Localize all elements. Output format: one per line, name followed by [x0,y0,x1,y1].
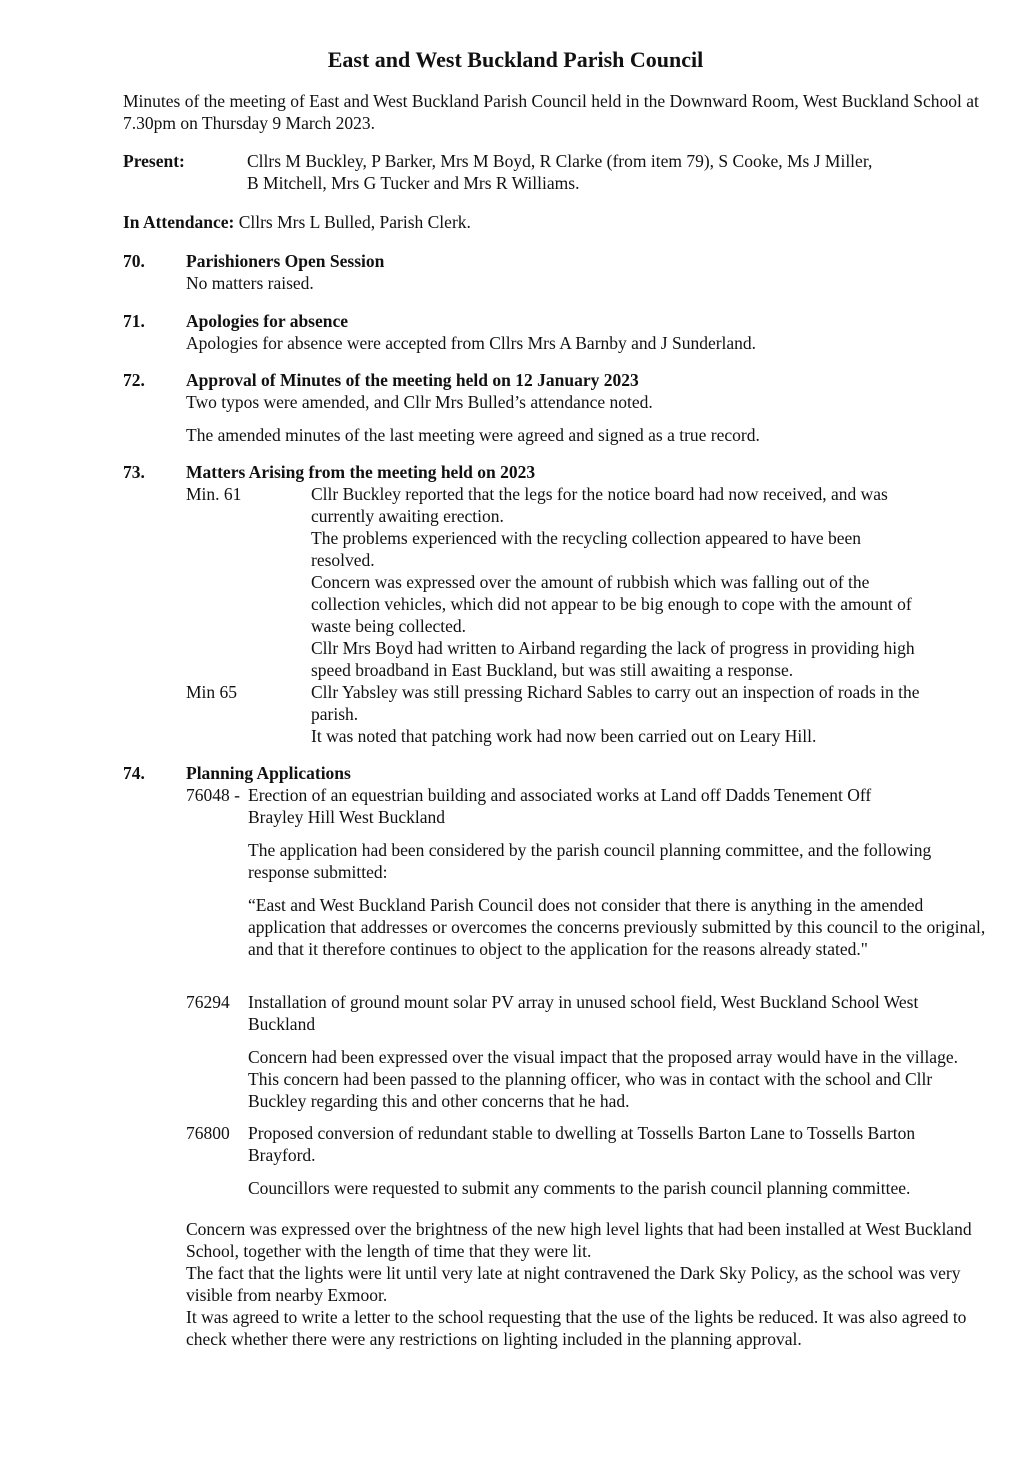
present-label: Present: [123,151,185,171]
item-71-heading: Apologies for absence [186,311,349,331]
application-2 [248,991,1008,1112]
application-3-title-line: Proposed conversion of redundant stable to dwelling at Tossells Barton Lane to Tossells Barton [248,1123,916,1143]
application-3-ref: 76800 [186,1123,230,1143]
item-74-number: 74. [123,763,145,783]
present-line-1: Cllrs M Buckley, P Barker, Mrs M Boyd, R Clarke (from item 79), S Cooke, Ms J Miller, [247,151,873,171]
min-61-line: Cllr Mrs Boyd had written to Airband regarding the lack of progress in providing high [311,638,915,658]
page-title: East and West Buckland Parish Council [327,47,704,72]
item-73-number: 73. [123,462,145,482]
item-73-heading: Matters Arising from the meeting held on 2023 [186,462,536,482]
application-1-title-line: Erection of an equestrian building and associated works at Land off Dadds Tenement Off [248,785,872,805]
lighting-paragraph: Concern was expressed over the brightness of the new high level lights that had been installed at West Buckland School, together with the length of time that they were lit. [186,1219,972,1261]
min-61-line: Concern was expressed over the amount of rubbish which was falling out of the [311,572,870,592]
lighting-paragraph: The fact that the lights were lit until very late at night contravened the Dark Sky Policy, as the school was very visible from nearby Exmoor. [186,1263,961,1305]
item-70-heading: Parishioners Open Session [186,251,385,271]
min-61-line: Cllr Buckley reported that the legs for the notice board had now received, and was [311,484,888,504]
application-2-title-line: Buckland [248,1014,316,1034]
item-71 [186,310,986,354]
item-70-number: 70. [123,251,145,271]
application-3-title-line: Brayford. [248,1145,316,1165]
min-61-line: collection vehicles, which did not appear to be big enough to cope with the amount of [311,594,912,614]
min-61-line: The problems experienced with the recycling collection appeared to have been [311,528,862,548]
min-61-line: speed broadband in East Buckland, but was still awaiting a response. [311,660,794,680]
present-line-2: B Mitchell, Mrs G Tucker and Mrs R Williams. [247,173,580,193]
min-65-line: parish. [311,704,359,724]
attendance-text: Cllrs Mrs L Bulled, Parish Clerk. [234,212,471,232]
item-74-heading: Planning Applications [186,763,351,783]
application-2-title-line: Installation of ground mount solar PV array in unused school field, West Buckland School West [248,992,919,1012]
item-72-text-2: The amended minutes of the last meeting were agreed and signed as a true record. [186,425,760,445]
intro-paragraph [123,90,993,134]
min-65-label: Min 65 [186,682,238,702]
item-71-number: 71. [123,311,145,331]
item-70 [186,250,986,294]
min-65-notes [311,681,1001,747]
min-61-line: waste being collected. [311,616,467,636]
present-list [247,150,1007,194]
item-71-text: Apologies for absence were accepted from Cllrs Mrs A Barnby and J Sunderland. [186,333,757,353]
min-61-line: resolved. [311,550,375,570]
application-3-note: Councillors were requested to submit any comments to the parish council planning committee. [248,1178,911,1198]
min-61-notes [311,483,1001,681]
application-1 [248,784,1008,960]
item-72-number: 72. [123,370,145,390]
lighting-concerns [186,1218,986,1350]
application-2-ref: 76294 [186,992,230,1012]
application-3 [248,1122,1008,1199]
min-65-line: Cllr Yabsley was still pressing Richard Sables to carry out an inspection of roads in the [311,682,920,702]
attendance-label: In Attendance: [123,212,235,232]
min-61-line: currently awaiting erection. [311,506,504,526]
min-61-label: Min. 61 [186,484,242,504]
item-72-heading: Approval of Minutes of the meeting held on 12 January 2023 [186,370,639,390]
application-1-title-line: Brayley Hill West Buckland [248,807,446,827]
attendance-line [123,211,471,233]
application-1-note: The application had been considered by the parish council planning committee, and the following response submitted: [248,840,932,882]
application-2-note: Concern had been expressed over the visual impact that the proposed array would have in the village. This concern had been passed to the planning officer, who was in contact with the school and Cllr Buckley regarding this and other concerns that he had. [248,1047,958,1111]
application-1-response: “East and West Buckland Parish Council does not consider that there is anything in the amended application that addresses or overcomes the concerns previously submitted by this council to the original, and that it therefore continues to object to the application for the reasons already stated." [248,895,986,959]
intro-text: Minutes of the meeting of East and West Buckland Parish Council held in the Downward Room, West Buckland School at 7.30pm on Thursday 9 March 2023. [123,91,979,133]
item-72 [186,369,986,446]
item-70-text: No matters raised. [186,273,314,293]
min-65-line: It was noted that patching work had now been carried out on Leary Hill. [311,726,817,746]
item-72-text-1: Two typos were amended, and Cllr Mrs Bulled’s attendance noted. [186,392,653,412]
application-1-ref: 76048 - [186,785,240,805]
lighting-paragraph: It was agreed to write a letter to the school requesting that the use of the lights be reduced. It was also agreed to check whether there were any restrictions on lighting included in the planning approval. [186,1307,967,1349]
